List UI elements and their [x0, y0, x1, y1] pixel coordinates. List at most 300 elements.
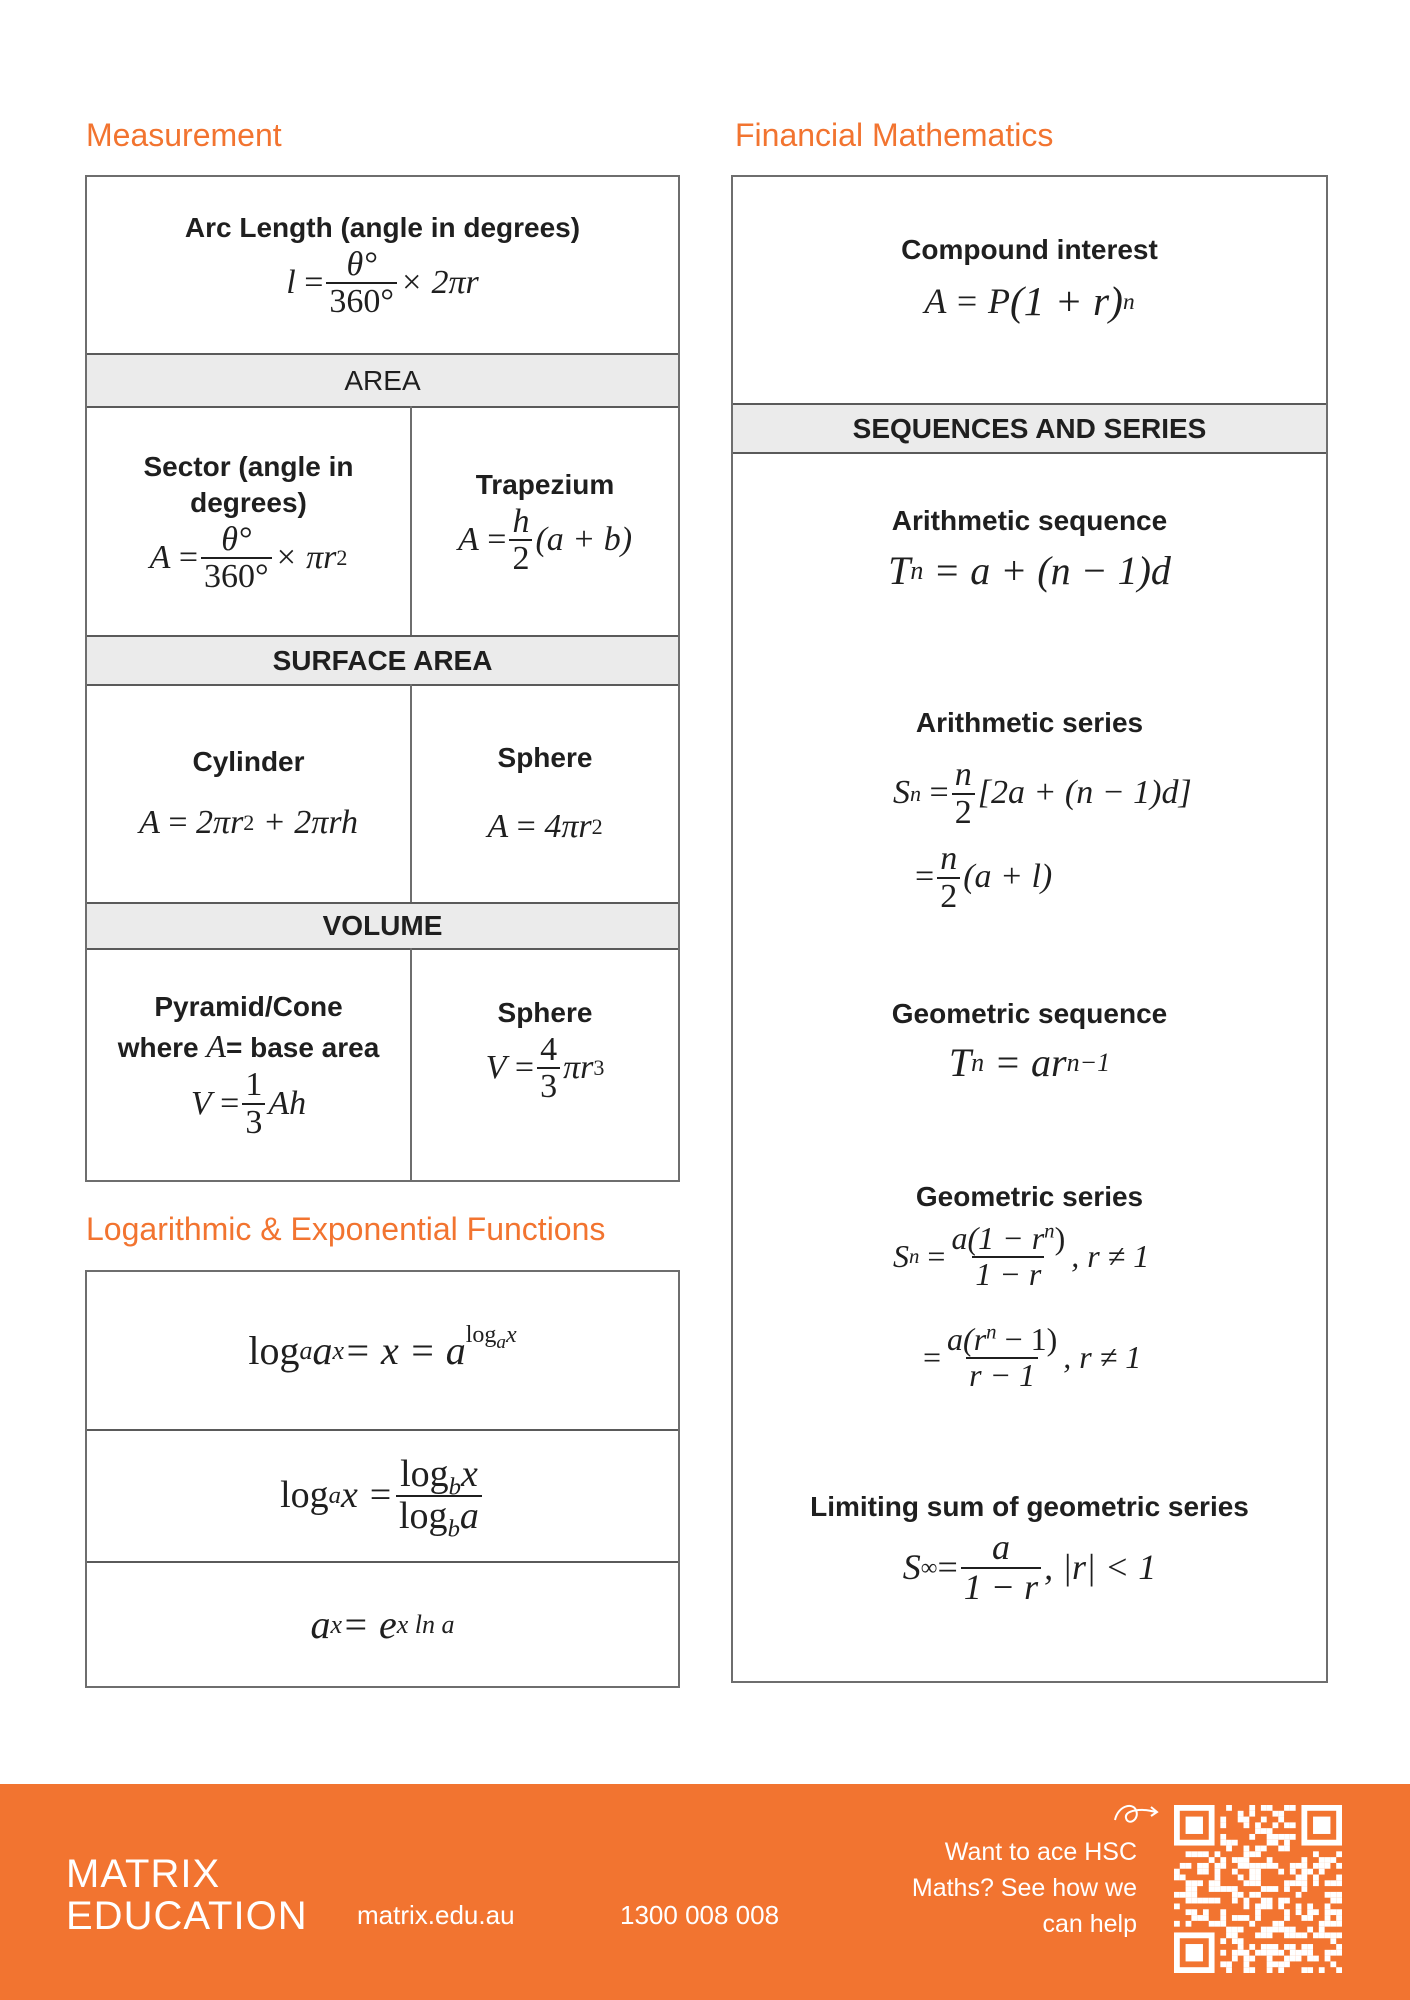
- qr-module: [1220, 1840, 1226, 1846]
- qr-module: [1284, 1915, 1290, 1921]
- phone-number[interactable]: 1300 008 008: [620, 1900, 780, 1930]
- qr-module: [1226, 1846, 1232, 1852]
- qr-module: [1284, 1909, 1290, 1915]
- subscript: n: [910, 556, 924, 585]
- qr-module: [1296, 1875, 1302, 1881]
- qr-module: [1174, 1869, 1180, 1875]
- fraction: [952, 757, 975, 830]
- formula-term: = x = a: [344, 1327, 466, 1373]
- qr-module: [1174, 1921, 1180, 1927]
- qr-module: [1284, 1961, 1290, 1967]
- qr-module: [1249, 1956, 1255, 1962]
- qr-module: [1319, 1857, 1325, 1863]
- qr-module: [1319, 1869, 1325, 1875]
- sector-cell: [87, 408, 410, 636]
- trapezium-formula: [458, 504, 632, 577]
- qr-module: [1238, 1915, 1244, 1921]
- qr-module: [1186, 1898, 1192, 1904]
- qr-module: [1226, 1932, 1232, 1938]
- qr-module: [1267, 1961, 1273, 1967]
- financial-table: [731, 175, 1328, 1683]
- qr-module: [1325, 1863, 1331, 1869]
- formula-term: x =: [340, 1474, 393, 1517]
- qr-module: [1319, 1932, 1325, 1938]
- formula-term: 4πr: [544, 807, 592, 845]
- denominator: r − 1: [966, 1357, 1038, 1393]
- qr-module: [1255, 1903, 1261, 1909]
- qr-module: [1244, 1961, 1250, 1967]
- qr-module: [1215, 1851, 1221, 1857]
- qr-module: [1267, 1857, 1273, 1863]
- qr-module: [1261, 1903, 1267, 1909]
- qr-module: [1249, 1875, 1255, 1881]
- qr-module: [1301, 1875, 1307, 1881]
- denominator: 360°: [201, 557, 272, 595]
- qr-module: [1232, 1898, 1238, 1904]
- qr-module: [1244, 1863, 1250, 1869]
- subscript: b: [447, 1515, 460, 1543]
- qr-module: [1197, 1915, 1203, 1921]
- formula-term: =: [178, 538, 199, 576]
- qr-module: [1336, 1909, 1342, 1915]
- formula-term: x: [460, 1453, 478, 1496]
- numerator: h: [512, 502, 530, 540]
- qr-module: [1319, 1927, 1325, 1933]
- qr-module: [1272, 1811, 1278, 1817]
- fraction: [944, 1320, 1060, 1393]
- qr-module: [1209, 1921, 1215, 1927]
- qr-module: [1313, 1851, 1319, 1857]
- qr-module: [1278, 1898, 1284, 1904]
- volume-band: [87, 902, 678, 950]
- qr-module: [1244, 1956, 1250, 1962]
- logarithmic-heading: Logarithmic & Exponential Functions: [86, 1211, 606, 1247]
- formula-term: =: [929, 774, 949, 812]
- qr-module: [1186, 1851, 1192, 1857]
- qr-module: [1307, 1915, 1313, 1921]
- geometric-sequence-formula: [733, 1039, 1326, 1087]
- condition: , r ≠ 1: [1063, 1339, 1142, 1376]
- qr-module: [1313, 1863, 1319, 1869]
- denominator: 1 − r: [961, 1567, 1041, 1607]
- qr-module: [1255, 1846, 1261, 1852]
- formula-term: =: [168, 803, 188, 841]
- qr-module: [1301, 1863, 1307, 1869]
- measurement-table: [85, 175, 680, 1182]
- pyramid-cone-cell: [87, 950, 410, 1180]
- formula-term: =: [923, 1339, 942, 1376]
- sphere-volume-formula: V = $\frac{4}{3}$ πr 3: [485, 1030, 605, 1106]
- fraction: [509, 504, 532, 577]
- qr-module: [1203, 1869, 1209, 1875]
- cylinder-formula: A = 2πr 2 + 2πrh: [139, 803, 358, 844]
- qr-module: [1232, 1932, 1238, 1938]
- qr-module: [1290, 1822, 1296, 1828]
- qr-module: [1330, 1961, 1336, 1967]
- formula-term: l: [286, 263, 296, 301]
- qr-code-icon[interactable]: [1173, 1805, 1343, 1973]
- surface-area-band-label: SURFACE AREA: [272, 644, 493, 676]
- qr-module: [1186, 1921, 1192, 1927]
- qr-module: [1226, 1961, 1232, 1967]
- qr-module: [1296, 1880, 1302, 1886]
- qr-module: [1174, 1903, 1180, 1909]
- qr-module: [1215, 1863, 1221, 1869]
- trapezium-title: Trapezium: [475, 469, 615, 501]
- formula-term: 2πr: [196, 803, 244, 841]
- qr-module: [1180, 1892, 1186, 1898]
- numerator: θ°: [346, 245, 377, 283]
- qr-module: [1261, 1927, 1267, 1933]
- qr-module: [1255, 1828, 1261, 1834]
- qr-module: [1284, 1834, 1290, 1840]
- geometric-series-title: Geometric series: [915, 1181, 1144, 1212]
- fraction: [326, 247, 397, 320]
- qr-module: [1284, 1840, 1290, 1846]
- formula-term: A: [487, 807, 509, 845]
- area-band-label: AREA: [344, 364, 421, 396]
- formula-term: = e: [342, 1601, 397, 1647]
- qr-module: [1232, 1915, 1238, 1921]
- formula-term: log: [399, 1495, 448, 1537]
- qr-module: [1220, 1909, 1226, 1915]
- sequences-band-label: SEQUENCES AND SERIES: [852, 412, 1207, 444]
- qr-module: [1267, 1898, 1273, 1904]
- formula-term: =: [220, 1084, 240, 1122]
- qr-module: [1215, 1886, 1221, 1892]
- variable: A: [206, 1027, 226, 1064]
- qr-module: [1336, 1851, 1342, 1857]
- qr-module: [1278, 1961, 1284, 1967]
- qr-module: [1232, 1938, 1238, 1944]
- qr-module: [1261, 1805, 1267, 1811]
- qr-module: [1215, 1869, 1221, 1875]
- formula-term: A = P: [924, 281, 1010, 322]
- qr-module: [1186, 1886, 1192, 1892]
- formula-term: log: [280, 1474, 329, 1517]
- condition: , r ≠ 1: [1071, 1238, 1150, 1275]
- formula-term: = a + (n − 1)d: [933, 548, 1171, 593]
- qr-module: [1267, 1932, 1273, 1938]
- qr-module: [1284, 1805, 1290, 1811]
- qr-module: [1272, 1834, 1278, 1840]
- qr-module: [1186, 1863, 1192, 1869]
- qr-module: [1325, 1857, 1331, 1863]
- qr-module: [1232, 1950, 1238, 1956]
- qr-module: [1267, 1840, 1273, 1846]
- qr-module: [1244, 1903, 1250, 1909]
- qr-module: [1267, 1927, 1273, 1933]
- formula-term: a: [459, 1495, 479, 1537]
- sector-title: [143, 449, 353, 522]
- geometric-series-formula-2: [923, 1320, 1142, 1393]
- qr-module: [1267, 1956, 1273, 1962]
- condition: , |r| < 1: [1044, 1547, 1157, 1588]
- pyramid-cone-title: [118, 989, 380, 1067]
- qr-module: [1226, 1927, 1232, 1933]
- qr-module: [1215, 1898, 1221, 1904]
- footer: [0, 1784, 1410, 2000]
- fraction: [396, 1453, 482, 1543]
- sphere-volume-title: Sphere: [497, 997, 593, 1029]
- qr-module: [1336, 1932, 1342, 1938]
- formula-term: S: [893, 774, 910, 812]
- fraction: [242, 1067, 265, 1140]
- qr-module: [1261, 1817, 1267, 1823]
- denominator: 1 − r: [972, 1256, 1044, 1292]
- arrow-squiggle-icon: [1112, 1800, 1162, 1830]
- formula-term: a: [310, 1601, 331, 1647]
- qr-module: [1255, 1915, 1261, 1921]
- qr-module: [1301, 1967, 1307, 1973]
- limiting-sum-formula: S ∞ = $\frac{a}{1 - r}$ , |r| < 1: [902, 1527, 1157, 1607]
- qr-module: [1238, 1875, 1244, 1881]
- qr-module: [1272, 1863, 1278, 1869]
- qr-module: [1330, 1892, 1336, 1898]
- qr-module: [1255, 1875, 1261, 1881]
- qr-module: [1197, 1898, 1203, 1904]
- compound-interest-title: Compound interest: [901, 234, 1158, 265]
- qr-module: [1296, 1909, 1302, 1915]
- sphere-volume-cell: [412, 950, 678, 1150]
- qr-module: [1290, 1863, 1296, 1869]
- qr-module: [1244, 1898, 1250, 1904]
- compound-interest-formula: [733, 277, 1326, 327]
- qr-module: [1255, 1822, 1261, 1828]
- formula-term: =: [514, 1048, 535, 1086]
- fraction: [201, 522, 272, 595]
- qr-module: [1244, 1822, 1250, 1828]
- numerator: 4: [540, 1030, 558, 1068]
- qr-module: [1220, 1886, 1226, 1892]
- qr-module: [1336, 1950, 1342, 1956]
- formula-term: × πr: [274, 538, 337, 576]
- qr-module: [1209, 1880, 1215, 1886]
- qr-module: [1197, 1851, 1203, 1857]
- subscript: a: [299, 1335, 313, 1365]
- qr-module: [1325, 1932, 1331, 1938]
- qr-module: [1284, 1944, 1290, 1950]
- qr-module: [1330, 1880, 1336, 1886]
- qr-module: [1301, 1886, 1307, 1892]
- formula-term: T: [888, 548, 911, 593]
- formula-term: a: [312, 1327, 333, 1373]
- financial-mathematics-heading: Financial Mathematics: [735, 117, 1054, 153]
- numerator: θ°: [221, 520, 252, 558]
- qr-module: [1325, 1903, 1331, 1909]
- denominator: 3: [537, 1067, 560, 1105]
- qr-module: [1191, 1909, 1197, 1915]
- exponential-formula: [310, 1601, 454, 1649]
- qr-module: [1330, 1938, 1336, 1944]
- area-band: [87, 353, 678, 408]
- qr-module: [1267, 1828, 1273, 1834]
- qr-module: [1284, 1886, 1290, 1892]
- qr-module: [1307, 1944, 1313, 1950]
- qr-module: [1307, 1903, 1313, 1909]
- qr-module: [1261, 1950, 1267, 1956]
- trapezium-cell: [412, 408, 678, 636]
- exponent: n: [986, 1320, 997, 1344]
- qr-module: [1272, 1944, 1278, 1950]
- qr-module: [1307, 1950, 1313, 1956]
- qr-module: [1197, 1863, 1203, 1869]
- qr-module: [1267, 1886, 1273, 1892]
- arc-length-cell: [87, 177, 678, 353]
- formula-term: πr: [563, 1048, 594, 1086]
- qr-module: [1307, 1927, 1313, 1933]
- arithmetic-sequence-formula: [733, 547, 1326, 595]
- qr-module: [1249, 1805, 1255, 1811]
- qr-module: [1336, 1921, 1342, 1927]
- qr-module: [1249, 1880, 1255, 1886]
- qr-module: [1284, 1880, 1290, 1886]
- qr-module: [1278, 1834, 1284, 1840]
- formula-term: ): [1054, 1220, 1066, 1256]
- formula-term: =: [937, 1547, 958, 1588]
- fraction: [961, 1529, 1041, 1607]
- title-line: Pyramid/Cone: [154, 991, 343, 1023]
- numerator: [948, 1219, 1068, 1256]
- exponent: x: [332, 1335, 344, 1365]
- qr-module: [1191, 1880, 1197, 1886]
- qr-module: [1284, 1846, 1290, 1852]
- qr-module: [1215, 1880, 1221, 1886]
- qr-module: [1284, 1898, 1290, 1904]
- website-link[interactable]: matrix.edu.au: [357, 1900, 515, 1930]
- qr-module: [1238, 1927, 1244, 1933]
- fraction: [948, 1219, 1068, 1292]
- qr-module: [1296, 1892, 1302, 1898]
- qr-module: [1301, 1915, 1307, 1921]
- qr-module: [1249, 1869, 1255, 1875]
- qr-module: [1330, 1950, 1336, 1956]
- limiting-sum-title: Limiting sum of geometric series: [810, 1491, 1249, 1522]
- pyramid-cone-formula: [191, 1067, 306, 1140]
- qr-module: [1290, 1880, 1296, 1886]
- qr-module: [1232, 1956, 1238, 1962]
- qr-module: [1203, 1863, 1209, 1869]
- qr-module: [1325, 1880, 1331, 1886]
- qr-module: [1301, 1880, 1307, 1886]
- qr-module: [1267, 1967, 1273, 1973]
- qr-module: [1261, 1944, 1267, 1950]
- denominator: 2: [952, 793, 975, 831]
- numerator: 1: [245, 1066, 263, 1104]
- qr-module: [1336, 1967, 1342, 1973]
- qr-module: [1290, 1956, 1296, 1962]
- qr-module: [1215, 1875, 1221, 1881]
- qr-module: [1203, 1909, 1209, 1915]
- qr-module: [1290, 1869, 1296, 1875]
- qr-module: [1336, 1892, 1342, 1898]
- arc-length-formula: [286, 247, 478, 320]
- qr-finder: [1313, 1817, 1330, 1834]
- qr-module: [1249, 1834, 1255, 1840]
- sector-formula: A = $\frac{\theta^\circ}{360^\circ}$ × πr 2: [149, 520, 348, 596]
- qr-module: [1261, 1898, 1267, 1904]
- qr-module: [1220, 1961, 1226, 1967]
- qr-module: [1272, 1961, 1278, 1967]
- qr-module: [1313, 1880, 1319, 1886]
- formula-term: V: [485, 1048, 507, 1086]
- sphere-surface-formula: A = 4πr 2: [487, 807, 602, 848]
- qr-module: [1290, 1944, 1296, 1950]
- cta-line: can help: [1042, 1910, 1137, 1938]
- arithmetic-sequence-title: Arithmetic sequence: [891, 505, 1168, 536]
- qr-module: [1272, 1921, 1278, 1927]
- qr-module: [1238, 1938, 1244, 1944]
- qr-module: [1301, 1857, 1307, 1863]
- cta-line: Want to ace HSC: [944, 1838, 1137, 1866]
- qr-module: [1278, 1967, 1284, 1973]
- qr-module: [1180, 1875, 1186, 1881]
- formula-term: T: [948, 1040, 972, 1085]
- qr-module: [1290, 1834, 1296, 1840]
- log-identity-formula: [248, 1321, 517, 1375]
- cta-text[interactable]: [912, 1834, 1137, 1942]
- qr-finder: [1186, 1944, 1203, 1961]
- subscript: a: [496, 1331, 507, 1353]
- formula-term: + 2πrh: [262, 803, 358, 841]
- qr-module: [1249, 1921, 1255, 1927]
- qr-module: [1255, 1869, 1261, 1875]
- qr-module: [1267, 1834, 1273, 1840]
- qr-module: [1330, 1909, 1336, 1915]
- qr-module: [1267, 1903, 1273, 1909]
- numerator: [944, 1320, 1060, 1357]
- qr-module: [1325, 1909, 1331, 1915]
- qr-module: [1220, 1822, 1226, 1828]
- arithmetic-series-formula-1: [893, 757, 1192, 830]
- qr-module: [1238, 1817, 1244, 1823]
- exponent: n: [1122, 288, 1135, 315]
- qr-module: [1336, 1944, 1342, 1950]
- formula-term: =: [487, 520, 507, 558]
- qr-module: [1220, 1921, 1226, 1927]
- qr-module: [1244, 1915, 1250, 1921]
- qr-module: [1203, 1915, 1209, 1921]
- qr-module: [1220, 1915, 1226, 1921]
- qr-module: [1319, 1921, 1325, 1927]
- qr-module: [1336, 1880, 1342, 1886]
- matrix-logo-line1: MATRIX: [66, 1852, 221, 1896]
- arithmetic-series-formula-2: [915, 841, 1052, 914]
- qr-module: [1267, 1805, 1273, 1811]
- qr-module: [1232, 1886, 1238, 1892]
- formula-term: =: [304, 263, 324, 301]
- qr-module: [1325, 1921, 1331, 1927]
- formula-term: Ah: [268, 1084, 307, 1122]
- qr-module: [1267, 1950, 1273, 1956]
- subscript: n: [910, 780, 922, 806]
- fraction: [537, 1032, 560, 1105]
- qr-module: [1325, 1892, 1331, 1898]
- qr-finder: [1186, 1817, 1203, 1834]
- qr-module: [1272, 1950, 1278, 1956]
- qr-module: [1174, 1875, 1180, 1881]
- qr-module: [1330, 1857, 1336, 1863]
- formula-term: (a + l): [963, 858, 1053, 896]
- subscript: n: [971, 1048, 985, 1077]
- qr-module: [1180, 1863, 1186, 1869]
- denominator: 2: [937, 877, 960, 915]
- exponent: n: [1044, 1219, 1055, 1243]
- qr-module: [1307, 1967, 1313, 1973]
- qr-module: [1307, 1869, 1313, 1875]
- qr-module: [1255, 1892, 1261, 1898]
- arithmetic-series-title: Arithmetic series: [915, 707, 1144, 738]
